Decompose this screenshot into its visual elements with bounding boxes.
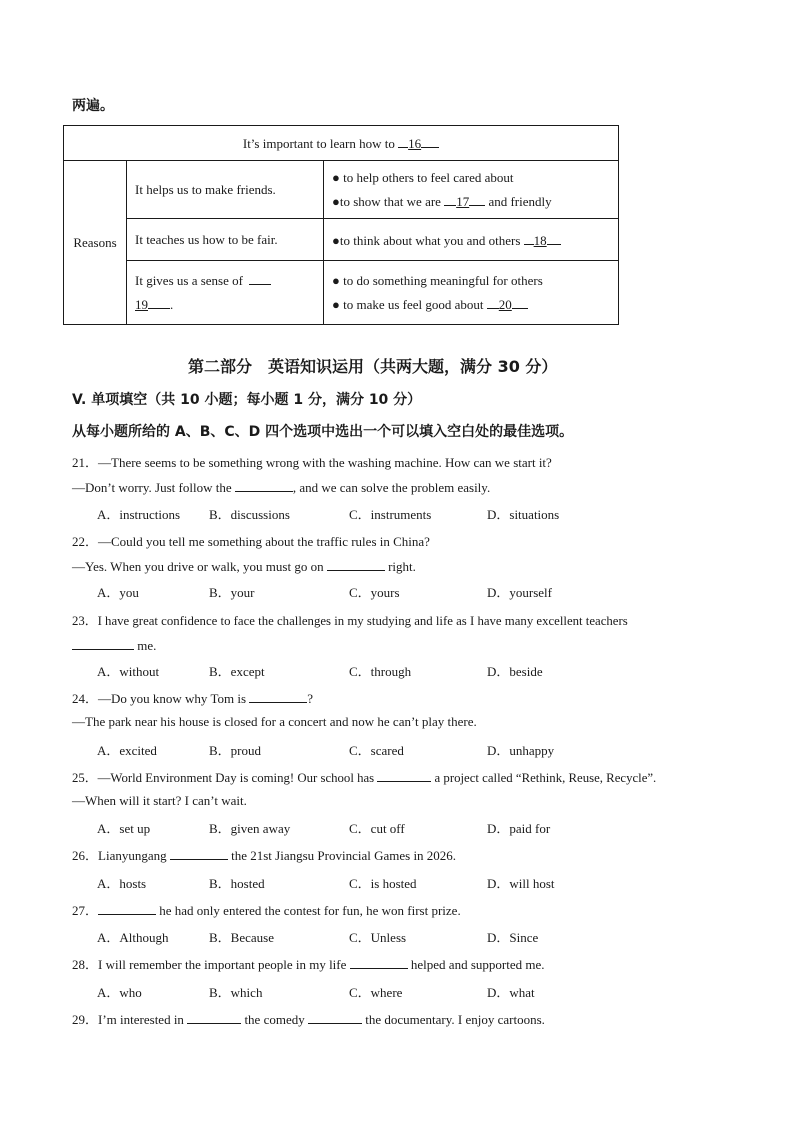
question-28: 28．I will remember the important people in my life helped and supported me. bbox=[72, 957, 545, 972]
answer-blank bbox=[72, 636, 134, 650]
answer-blank bbox=[187, 1010, 241, 1024]
option-c[interactable]: C．instruments bbox=[349, 507, 432, 522]
option-b[interactable]: B．hosted bbox=[209, 876, 265, 891]
question-27: 27． he had only entered the contest for fun, he won first prize. bbox=[72, 903, 461, 918]
answer-blank bbox=[170, 846, 228, 860]
option-d[interactable]: D．Since bbox=[487, 930, 539, 945]
option-d[interactable]: D．yourself bbox=[487, 585, 552, 600]
detail-text: and friendly bbox=[485, 193, 552, 209]
reason-text: It teaches us how to be fair. bbox=[135, 231, 278, 247]
detail-cell-1 bbox=[324, 161, 619, 219]
answer-blank bbox=[235, 478, 293, 492]
intro-text: 两遍。 bbox=[72, 98, 114, 114]
reasons-label-cell bbox=[64, 161, 127, 325]
question-21-line2: —Don’t worry. Just follow the , and we can solve the problem easily. bbox=[72, 480, 491, 495]
reasons-label: Reasons bbox=[73, 234, 117, 250]
option-b[interactable]: B．Because bbox=[209, 930, 274, 945]
question-25-line2: —When will it start? I can’t wait. bbox=[72, 793, 247, 808]
option-b[interactable]: B．except bbox=[209, 664, 265, 679]
option-c[interactable]: C．where bbox=[349, 985, 403, 1000]
option-b[interactable]: B．your bbox=[209, 585, 255, 600]
option-c[interactable]: C．is hosted bbox=[349, 876, 417, 891]
reason-text: It gives us a sense of bbox=[135, 272, 243, 288]
question-22: 22．—Could you tell me something about the traffic rules in China? bbox=[72, 534, 430, 549]
option-a[interactable]: A．hosts bbox=[97, 876, 147, 891]
option-c[interactable]: C．cut off bbox=[349, 821, 405, 836]
question-23-line2: me. bbox=[72, 636, 156, 654]
option-d[interactable]: D．will host bbox=[487, 876, 555, 891]
detail-text: to make us feel good about bbox=[339, 296, 487, 312]
table-header-text: It’s important to learn how to bbox=[242, 136, 399, 151]
option-b[interactable]: B．proud bbox=[209, 743, 262, 758]
detail-text: to do something meaningful for others bbox=[339, 272, 543, 288]
summary-table bbox=[63, 125, 619, 325]
question-26: 26．Lianyungang the 21st Jiangsu Provincial Games in 2026. bbox=[72, 848, 457, 863]
reason-cell-3: It gives us a sense of 19 . bbox=[127, 261, 324, 325]
option-c[interactable]: C．through bbox=[349, 664, 412, 679]
blank-20: 20 bbox=[498, 296, 512, 312]
option-b[interactable]: B．given away bbox=[209, 821, 291, 836]
detail-text: to help others to feel cared about bbox=[339, 169, 514, 185]
reason-cell-2 bbox=[127, 219, 324, 261]
answer-blank bbox=[350, 955, 408, 969]
option-d[interactable]: D．unhappy bbox=[487, 743, 555, 758]
answer-blank bbox=[308, 1010, 362, 1024]
bullet-icon: ● bbox=[332, 169, 340, 185]
option-a[interactable]: A．without bbox=[97, 664, 160, 679]
bullet-icon: ● bbox=[332, 193, 340, 209]
option-a[interactable]: A．excited bbox=[97, 743, 157, 758]
question-22-line2: —Yes. When you drive or walk, you must go on right. bbox=[72, 559, 416, 574]
blank-18: 18 bbox=[533, 232, 547, 248]
answer-blank bbox=[327, 557, 385, 571]
option-a[interactable]: A．you bbox=[97, 585, 139, 600]
question-29: 29．I’m interested in the comedy the documentary. I enjoy cartoons. bbox=[72, 1012, 545, 1027]
option-a[interactable]: A．instructions bbox=[97, 507, 181, 522]
blank-17: 17 bbox=[456, 193, 470, 209]
option-d[interactable]: D．paid for bbox=[487, 821, 551, 836]
blank-19: 19 bbox=[135, 296, 148, 312]
option-a[interactable]: A．who bbox=[97, 985, 142, 1000]
answer-blank bbox=[249, 689, 307, 703]
answer-blank bbox=[98, 901, 156, 915]
option-b[interactable]: B．discussions bbox=[209, 507, 290, 522]
bullet-icon: ● bbox=[332, 272, 340, 288]
blank-16: 16 bbox=[408, 136, 422, 151]
table-header-cell bbox=[64, 126, 619, 161]
instruction-text: 从每小题所给的 A、B、C、D 四个选项中选出一个可以填入空白处的最佳选项。 bbox=[72, 424, 574, 440]
detail-cell-3 bbox=[324, 261, 619, 325]
option-d[interactable]: D．what bbox=[487, 985, 535, 1000]
part-title: 第二部分 英语知识运用（共两大题，满分 30 分） bbox=[188, 357, 558, 376]
reason-cell-1 bbox=[127, 161, 324, 219]
question-23: 23．I have great confidence to face the challenges in my studying and life as I have many excellent teachers bbox=[72, 614, 628, 628]
detail-text: to think about what you and others bbox=[339, 232, 524, 248]
detail-cell-2 bbox=[324, 219, 619, 261]
question-24: 24．—Do you know why Tom is ? bbox=[72, 691, 314, 706]
option-c[interactable]: C．yours bbox=[349, 585, 400, 600]
section-title: V. 单项填空（共 10 小题；每小题 1 分，满分 10 分） bbox=[72, 392, 422, 408]
option-a[interactable]: A．Although bbox=[97, 930, 169, 945]
bullet-icon: ● bbox=[332, 296, 340, 312]
question-25: 25．—World Environment Day is coming! Our school has a project called “Rethink, Reuse, Recycle”. bbox=[72, 767, 656, 786]
option-c[interactable]: C．scared bbox=[349, 743, 404, 758]
detail-text: to show that we are bbox=[339, 193, 445, 209]
answer-blank bbox=[377, 768, 431, 782]
bullet-icon: ● bbox=[332, 232, 340, 248]
option-c[interactable]: C．Unless bbox=[349, 930, 407, 945]
option-d[interactable]: D．situations bbox=[487, 507, 560, 522]
question-24-line2: —The park near his house is closed for a concert and now he can’t play there. bbox=[72, 714, 477, 729]
question-21: 21．—There seems to be something wrong with the washing machine. How can we start it? bbox=[72, 455, 552, 470]
option-a[interactable]: A．set up bbox=[97, 821, 151, 836]
option-b[interactable]: B．which bbox=[209, 985, 263, 1000]
option-d[interactable]: D．beside bbox=[487, 664, 543, 679]
reason-text: It helps us to make friends. bbox=[135, 181, 276, 197]
